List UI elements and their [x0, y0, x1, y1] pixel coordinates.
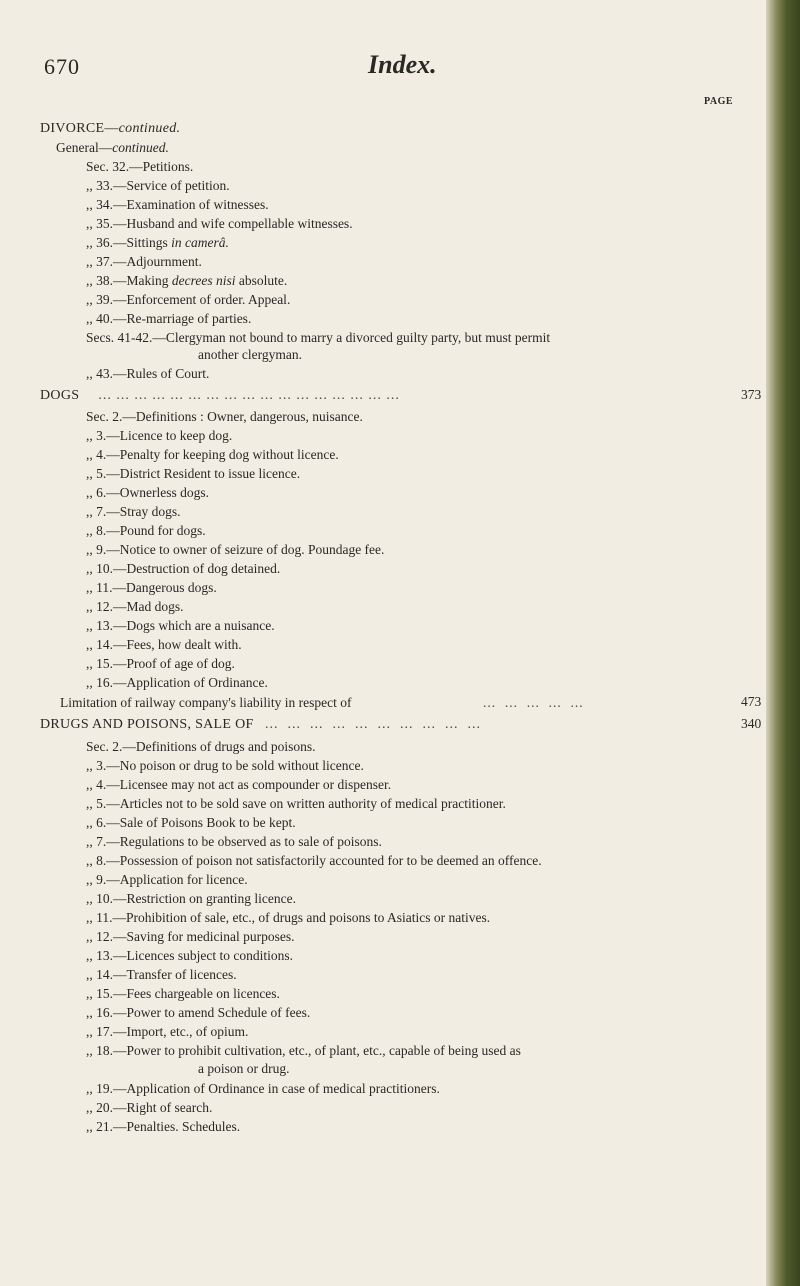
drugs-entry: ,, 9.—Application for licence.	[86, 872, 248, 887]
drugs-entry: ,, 20.—Right of search.	[86, 1100, 213, 1115]
dogs-entry: Sec. 2.—Definitions : Owner, dangerous, nuisance.	[86, 409, 363, 424]
drugs-entry-continuation: a poison or drug.	[198, 1061, 290, 1076]
divorce-entry: ,, 33.—Service of petition.	[86, 178, 230, 193]
divorce-entry: Secs. 41-42.—Clergyman not bound to marry a divorced guilty party, but must permit	[86, 330, 551, 345]
dogs-entry: ,, 9.—Notice to owner of seizure of dog. Poundage fee.	[86, 542, 385, 557]
drugs-entry: ,, 17.—Import, etc., of opium.	[86, 1024, 249, 1039]
dot-leader: ... ... ... ... ...	[483, 695, 584, 710]
drugs-entry: ,, 13.—Licences subject to conditions.	[86, 948, 293, 963]
divorce-heading: DIVORCE—continued.	[40, 121, 181, 136]
dogs-entry: ,, 15.—Proof of age of dog.	[86, 656, 235, 671]
divorce-entry: ,, 39.—Enforcement of order. Appeal.	[86, 292, 291, 307]
divorce-entry: ,, 40.—Re-marriage of parties.	[86, 311, 252, 326]
divorce-entry: ,, 35.—Husband and wife compellable witnesses.	[86, 216, 353, 231]
limitation-page-ref: 473	[741, 694, 762, 709]
dogs-entry: ,, 3.—Licence to keep dog.	[86, 428, 233, 443]
page-title: Index.	[368, 50, 437, 79]
drugs-entry: ,, 16.—Power to amend Schedule of fees.	[86, 1005, 311, 1020]
drugs-entry: ,, 7.—Regulations to be observed as to sale of poisons.	[86, 834, 382, 849]
divorce-entry: ,, 43.—Rules of Court.	[86, 366, 210, 381]
drugs-entry: ,, 6.—Sale of Poisons Book to be kept.	[86, 815, 296, 830]
dogs-entry: ,, 7.—Stray dogs.	[86, 504, 181, 519]
dogs-entry: ,, 11.—Dangerous dogs.	[86, 580, 217, 595]
dogs-entry: ,, 10.—Destruction of dog detained.	[86, 561, 281, 576]
dogs-entry: ,, 16.—Application of Ordinance.	[86, 675, 268, 690]
drugs-entry: ,, 21.—Penalties. Schedules.	[86, 1119, 241, 1134]
drugs-entry: ,, 14.—Transfer of licences.	[86, 967, 237, 982]
dogs-entry: ,, 5.—District Resident to issue licence.	[86, 466, 301, 481]
drugs-entry: ,, 19.—Application of Ordinance in case of medical practitioners.	[86, 1081, 440, 1096]
drugs-entry: ,, 11.—Prohibition of sale, etc., of drugs and poisons to Asiatics or natives.	[86, 910, 491, 925]
divorce-entry: ,, 38.—Making decrees nisi absolute.	[86, 273, 288, 288]
drugs-entry: ,, 18.—Power to prohibit cultivation, etc., of plant, etc., capable of being used as	[86, 1043, 521, 1058]
dogs-entry: ,, 6.—Ownerless dogs.	[86, 485, 209, 500]
dogs-entry: ,, 14.—Fees, how dealt with.	[86, 637, 242, 652]
drugs-entry: ,, 12.—Saving for medicinal purposes.	[86, 929, 295, 944]
dogs-heading: DOGS ... ... ... ... ... ... ... ... ... ... ... ... ... ... ... ... ...	[40, 388, 400, 403]
dot-leader: ... ... ... ... ... ... ... ... ... ... ... ... ... ... ... ... ...	[98, 388, 400, 403]
drugs-entry: ,, 3.—No poison or drug to be sold without licence.	[86, 758, 364, 773]
drugs-page-ref: 340	[741, 716, 762, 731]
drugs-entry: ,, 10.—Restriction on granting licence.	[86, 891, 296, 906]
dogs-limitation-entry: Limitation of railway company's liability in respect of	[60, 695, 352, 710]
divorce-entry: ,, 37.—Adjournment.	[86, 254, 202, 269]
page-number: 670	[44, 54, 80, 79]
drugs-entry: Sec. 2.—Definitions of drugs and poisons.	[86, 739, 316, 754]
dogs-entry: ,, 8.—Pound for dogs.	[86, 523, 206, 538]
drugs-entry: ,, 5.—Articles not to be sold save on written authority of medical practitioner.	[86, 796, 506, 811]
divorce-entry: ,, 36.—Sittings in camerâ.	[86, 235, 229, 250]
dogs-page-ref: 373	[741, 387, 762, 402]
drugs-entry: ,, 15.—Fees chargeable on licences.	[86, 986, 280, 1001]
drugs-heading: DRUGS AND POISONS, SALE OF ... ... ... ... ... ... ... ... ... ...	[40, 717, 481, 732]
divorce-entry-continuation: another clergyman.	[198, 347, 302, 362]
drugs-entry: ,, 4.—Licensee may not act as compounder or dispenser.	[86, 777, 392, 792]
divorce-entry: Sec. 32.—Petitions.	[86, 159, 194, 174]
dogs-entry: ,, 4.—Penalty for keeping dog without licence.	[86, 447, 339, 462]
dogs-entry: ,, 12.—Mad dogs.	[86, 599, 184, 614]
book-spine-edge	[766, 0, 800, 1286]
page-column-label: PAGE	[704, 96, 734, 107]
drugs-entry: ,, 8.—Possession of poison not satisfactorily accounted for to be deemed an offence.	[86, 853, 542, 868]
divorce-entry: ,, 34.—Examination of witnesses.	[86, 197, 269, 212]
divorce-subheading: General—continued.	[56, 140, 169, 155]
dogs-entry: ,, 13.—Dogs which are a nuisance.	[86, 618, 275, 633]
